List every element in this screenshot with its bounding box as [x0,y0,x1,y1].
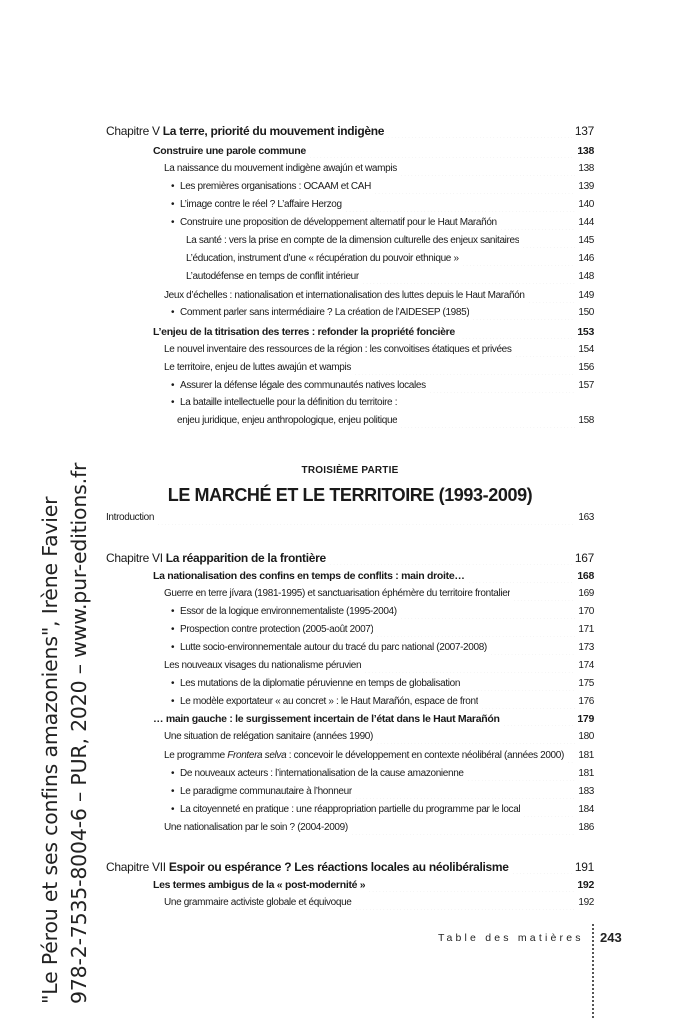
toc-page-number: 192 [578,897,594,908]
toc-entry [177,414,594,428]
toc-page-number: 139 [578,181,594,192]
toc-page-number: 168 [577,570,594,582]
toc-entry [171,803,594,817]
toc-entry [171,767,594,781]
bullet-icon: • [171,696,175,707]
toc-page-number: 173 [578,642,594,653]
toc-entry [171,198,594,212]
running-footer: Table des matières [438,932,584,944]
dot-leader [567,753,575,763]
dot-leader [490,645,575,655]
entry-text: L’image contre le réel ? L’affaire Herzog [180,199,342,210]
dot-leader [376,734,575,744]
dot-leader [429,383,576,393]
dot-leader [462,256,576,266]
entry-text: Le nouvel inventaire des ressources de la région : les convoitises étatiques et privées [164,344,512,355]
toc-entry-title [164,361,351,375]
entry-text: … main gauche : le surgissement incertain de l’état dans le Haut Marañón [153,713,500,725]
dot-leader [400,418,575,428]
toc-entry [106,511,594,525]
entry-text: Construire une proposition de développement alternatif pour le Haut Marañón [180,217,497,228]
entry-text: Introduction [106,512,155,523]
bullet-icon: • [171,217,175,228]
toc-entry [164,587,594,601]
entry-text: Essor de la logique environnementaliste (1995-2004) [180,606,397,617]
dot-leader [463,681,575,691]
bullet-icon: • [171,307,175,318]
entry-text: La citoyenneté en pratique : une réappropriation partielle du programme par le local [180,804,521,815]
entry-text: La bataille intellectuelle pour la définition du territoire : [180,397,398,408]
dot-leader [364,663,575,673]
entry-text: Une situation de relégation sanitaire (années 1990) [164,731,373,742]
toc-entry-title [171,767,464,781]
toc-entry-title [153,569,465,583]
bullet-icon: • [171,181,175,192]
dot-leader [522,238,575,248]
dot-leader [374,184,575,194]
title-part: Le programme [164,750,228,761]
toc-page-number: 179 [577,713,594,725]
toc-entry [164,162,594,176]
toc-entry-title [164,587,510,601]
toc-page-number: 158 [578,415,594,426]
dot-leader [458,329,574,339]
toc-entry-title [164,162,397,176]
entry-text: La santé : vers la prise en compte de la dimension culturelle des enjeux sanitaires [186,235,520,246]
toc-entry [106,124,594,138]
dot-leader [368,882,574,892]
page-number: 243 [600,930,622,945]
toc-entry [171,641,594,655]
toc-page-number: 137 [574,124,594,138]
toc-entry [171,379,594,393]
bullet-icon: • [171,624,175,635]
toc-entry-title [186,234,519,248]
toc-page-number: 138 [578,163,594,174]
entry-text: Assurer la défense légale des communautés natives locales [180,380,426,391]
toc-entry [153,878,594,892]
entry-text: Jeux d’échelles : nationalisation et internationalisation des luttes depuis le Haut Marañón [164,290,525,301]
toc-entry [164,730,594,744]
dot-leader [355,789,576,799]
dot-leader [503,716,575,726]
toc-entry [171,216,594,230]
toc-entry-title [164,821,348,835]
entry-text: L’enjeu de la titrisation des terres : refonder la propriété foncière [153,326,455,338]
chapter-title: Espoir ou espérance ? Les réactions locales au néolibéralisme [168,860,509,874]
toc-page-number: 175 [578,678,594,689]
toc-page-number: 156 [578,362,594,373]
bullet-icon: • [171,768,175,779]
dot-leader [400,609,576,619]
toc-entry-title [106,511,154,525]
toc-entry-title [171,306,469,320]
toc-page-number: 140 [578,199,594,210]
chapter-title: La réapparition de la frontière [165,551,326,565]
toc-entry [164,896,594,910]
toc-entry-title [106,124,384,138]
toc-entry-title [171,605,397,619]
toc-entry-title [153,712,500,726]
entry-text: Le paradigme communautaire à l’honneur [180,786,352,797]
chapter-title: La terre, priorité du mouvement indigène [162,124,385,138]
dot-leader [472,310,575,320]
toc-entry [164,821,594,835]
dot-leader [351,825,576,835]
dot-leader [515,347,576,357]
toc-entry-title [171,785,352,799]
copyright-line-2: 978-2-7535-8004-6 – PUR, 2020 – www.pur-editions.fr [67,462,91,1004]
toc-entry-title [164,289,525,303]
bullet-icon: • [171,678,175,689]
dot-leader [354,365,575,375]
dot-leader [376,627,575,637]
toc-page-number: 146 [578,253,594,264]
toc-page-number: 144 [578,217,594,228]
part-title: LE MARCHÉ ET LE TERRITOIRE (1993-2009) [167,485,533,505]
toc-page-number: 163 [578,512,594,523]
toc-entry [186,252,594,266]
toc-entry [171,605,594,619]
toc-entry [153,144,594,158]
toc-entry-title [171,216,497,230]
chapter-number: Chapitre VI [106,551,163,565]
toc-entry [153,569,594,583]
toc-entry-title [153,878,365,892]
toc-entry [164,659,594,673]
toc-page-number: 181 [578,768,594,779]
toc-page-number: 149 [578,290,594,301]
toc-entry-title [164,659,361,673]
dot-leader [481,699,575,709]
toc-entry-title [106,551,326,565]
dot-leader [523,807,575,817]
dot-leader [513,591,575,601]
toc-entry-title [171,677,460,691]
bullet-icon: • [171,380,175,391]
toc-page-number: 181 [578,750,594,761]
toc-page-number: 171 [578,624,594,635]
dot-leader [468,573,575,583]
toc-page-number: 180 [578,731,594,742]
entry-text: Prospection contre protection (2005-août 2007) [180,624,374,635]
dot-leader [387,128,572,138]
toc-page-number: 154 [578,344,594,355]
toc-page-number: 192 [577,879,594,891]
entry-text: Les termes ambigus de la « post-modernité » [153,879,366,891]
dot-leader [500,220,576,230]
bullet-icon: • [171,642,175,653]
toc-entry-title [171,623,373,637]
toc-page-number: 186 [578,822,594,833]
entry-text: Guerre en terre jívara (1981-1995) et sanctuarisation éphémère du territoire frontalier [164,588,511,599]
toc-page-number: 157 [578,380,594,391]
dot-leader [309,148,574,158]
toc-entry-title [171,180,371,194]
toc-entry-title [164,749,564,763]
entry-text: De nouveaux acteurs : l’internationalisation de la cause amazonienne [180,768,464,779]
entry-text: La naissance du mouvement indigène awajún et wampis [164,163,397,174]
entry-text: Les premières organisations : OCAAM et CAH [180,181,371,192]
toc-entry [171,306,594,320]
footer-divider [592,924,594,1018]
entry-text: Les mutations de la diplomatie péruvienne en temps de globalisation [180,678,461,689]
dot-leader [362,274,576,284]
dot-leader [329,555,572,565]
toc-entry-title [171,641,487,655]
toc-entry-title [153,144,306,158]
toc-entry-title [171,803,520,817]
entry-text: Les nouveaux visages du nationalisme péruvien [164,660,362,671]
toc-entry [171,695,594,709]
bullet-icon: • [171,199,175,210]
toc-page-number: 169 [578,588,594,599]
entry-text: Une grammaire activiste globale et équivoque [164,897,352,908]
toc-page-number: 174 [578,660,594,671]
toc-entry [171,623,594,637]
toc-page-number: 153 [577,326,594,338]
toc-page-number: 138 [577,145,594,157]
toc-entry [153,712,594,726]
toc-entry-title [171,695,478,709]
toc-page-number: 191 [574,860,594,874]
entry-text: Une nationalisation par le soin ? (2004-2009) [164,822,348,833]
toc-page-number: 176 [578,696,594,707]
toc-entry [164,361,594,375]
toc-entry-title [171,396,397,410]
dot-leader [355,900,576,910]
toc-entry-title [171,379,426,393]
toc-entry-title [164,896,352,910]
copyright-notice [36,444,94,1004]
toc-entry [171,677,594,691]
toc-entry [171,396,397,410]
copyright-line-1: "Le Pérou et ses confins amazoniens", Irène Favier [38,496,62,1004]
toc-entry-title [164,730,373,744]
title-italic-part: Frontera selva [227,750,287,761]
chapter-number: Chapitre VII [106,860,166,874]
bullet-icon: • [171,397,175,408]
toc-entry-title [177,414,397,428]
title-part: : concevoir le développement en contexte néolibéral (années 2000) [286,750,564,761]
entry-text: enjeu juridique, enjeu anthropologique, enjeu politique [177,415,398,426]
toc-entry-title [153,325,455,339]
toc-entry [171,785,594,799]
toc-page-number: 183 [578,786,594,797]
toc-entry [106,551,594,565]
toc-page-number: 145 [578,235,594,246]
bullet-icon: • [171,786,175,797]
toc-entry [186,234,594,248]
toc-entry [186,270,594,284]
toc-entry [171,180,594,194]
toc-page-number: 170 [578,606,594,617]
entry-text: L’éducation, instrument d’une « récupération du pouvoir ethnique » [186,253,459,264]
toc-entry-title [186,252,459,266]
toc-page-number: 167 [574,551,594,565]
toc-page-number: 150 [578,307,594,318]
bullet-icon: • [171,804,175,815]
toc-page-number: 148 [578,271,594,282]
dot-leader [400,166,576,176]
toc-page-number: 184 [578,804,594,815]
toc-entry-title [171,198,342,212]
entry-text: Lutte socio-environnementale autour du tracé du parc national (2007-2008) [180,642,487,653]
toc-entry [164,749,594,763]
dot-leader [345,202,576,212]
entry-text: Le modèle exportateur « au concret » : le Haut Marañón, espace de front [180,696,479,707]
dot-leader [528,293,576,303]
toc-entry [164,343,594,357]
toc-entry-title [106,860,509,874]
entry-text: La nationalisation des confins en temps de conflits : main droite… [153,570,465,582]
toc-entry [164,289,594,303]
dot-leader [512,864,572,874]
entry-text: Construire une parole commune [153,145,306,157]
chapter-number: Chapitre V [106,124,160,138]
part-label: TROISIÈME PARTIE [301,465,399,476]
toc-entry [153,325,594,339]
toc-entry-title [164,343,512,357]
entry-text: L’autodéfense en temps de conflit intérieur [186,271,359,282]
toc-entry [106,860,594,874]
dot-leader [467,771,576,781]
entry-text: Comment parler sans intermédiaire ? La création de l’AIDESEP (1985) [180,307,470,318]
bullet-icon: • [171,606,175,617]
dot-leader [157,515,575,525]
entry-text: Le territoire, enjeu de luttes awajún et wampis [164,362,351,373]
toc-entry-title [186,270,359,284]
